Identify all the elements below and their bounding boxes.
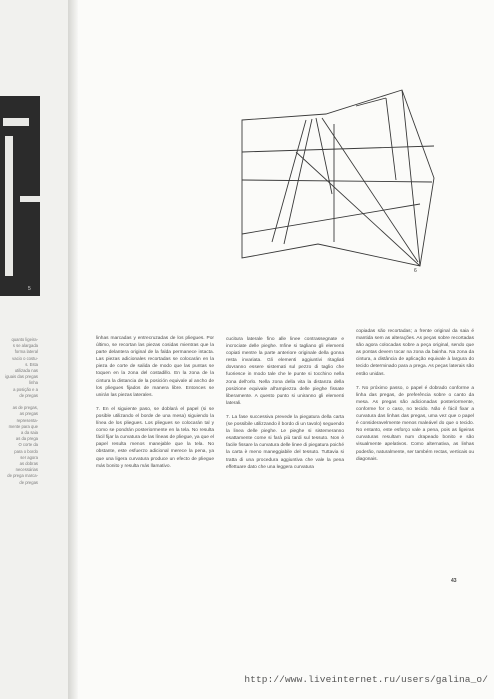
photo-number: 5 <box>28 286 31 292</box>
paragraph: 7. No próximo passo, o papel é dobrado conforme a linha das pregas, de preferência sobre o canto da mesa. As pregas são adicionadas posteriormente, conforme for o caso, no tecido. Não é fácil fixar a curvatura das linhas das pregas, uma vez que o papel é consideravelmente menos maleável do que o tecido. No entanto, este esforço vale a pena, pois as ligeiras curvaturas resultam num drapeado bonito e são visualmente apelativos. Como alternativa, as linhas poderão, naturalmente, ser também rectas, verticais ou diagonais. <box>356 385 474 462</box>
left-text-line: necessárias <box>15 467 38 473</box>
paragraph: 7. La fase successiva prevede la piegatura della carta (se possibile utilizzando il bordo di un tavolo) seguendo la linea delle pieghe. Le pieghe si sistemeranno esattamente come si farà più tardi sul tessuto. Non è facile fissare la curvatura delle linee di piegatura poiché la carta è meno maneggiabile del tessuto. Tuttavia si tratta di una procedura aggiuntiva che vale la pena effettuare dato che una leggera curvatura <box>226 414 344 470</box>
left-text-line: as dobras <box>19 461 38 467</box>
left-text-line: s. Esta <box>25 361 38 367</box>
left-text-line: a da saia <box>21 430 38 436</box>
left-text-line: quanto ligeira- <box>11 337 38 342</box>
left-page <box>0 0 69 699</box>
diagram-label: 6 <box>414 268 417 274</box>
left-page-text <box>0 337 38 507</box>
paragraph: 7. En el siguiente paso, se doblará el papel (si se posible utilizando el borde de una mesa) siguiendo la línea de los pliegues. Los pliegues se colocarán tal y como se pondrán posteriormente en la tela. No resulta fácil fijar la curvatura de las líneas de pliegue, ya que el papel resulta menos manejable que la tela. No obstante, este esfuerzo adicional merece la pena, ya que una ligera curvatura produce un efecto de pliegue más bonito y resulta más llamativo. <box>96 406 214 469</box>
left-text-line: as da prega <box>15 436 38 442</box>
paragraph: linhas marcadas y entrecruzadas de los pliegues. Por último, se recortan las piezas cosidas mientras que la parte delantera original de la falda permanece intacta. Las piezas adicionales recortadas se colocarán en la pieza de corte de salida de modo que las puntas se toquen en la zona del costadillo. En la zona de la cintura la distancia de la posición equivale al ancho de los pliegues fijados de manera libre. Entonces se unirán las piezas laterales. <box>96 336 214 398</box>
pleat-line <box>296 152 420 266</box>
portuguese-column <box>356 328 474 470</box>
pleat-line <box>322 118 418 262</box>
left-text-line: de pregas <box>19 392 38 398</box>
left-text-line: vacio o costu- <box>12 355 38 361</box>
watermark-url[interactable]: http://www.liveinternet.ru/users/galina_o/ <box>244 674 488 685</box>
left-text-line: utilizada nas <box>14 368 38 374</box>
left-text-line: para o bordo <box>14 448 38 454</box>
book-spine <box>68 0 78 699</box>
italian-column <box>226 336 344 478</box>
grid-line <box>242 204 420 234</box>
left-text-line: de prega marca- <box>7 473 38 479</box>
pleat-line <box>284 119 312 244</box>
grid-line <box>242 146 434 152</box>
paragraph: cucitura laterale fino alle linee contrassegnate e incrociate delle pieghe. Infine si tagliano gli elementi copiati mentre la parte anteriore originale della gonna resta invariata. Gli elementi aggiuntivi ritagliati dovranno essere sistemati sul pezzo di taglio che fuoriesce in modo tale che le punte si tocchino nella zona dell'orlo. Nella zona della vita la distanza della posizione equivale all'ampiezza delle pieghe fissate liberamente. A questo punto si uniranno gli elementi laterali. <box>226 337 344 406</box>
pleat-line <box>356 98 386 106</box>
left-text-line: representa- <box>16 417 38 423</box>
left-text-line: mente para que <box>8 423 38 429</box>
garment-photo <box>0 96 40 296</box>
left-text-line: a posição e a <box>13 386 38 392</box>
left-text-line: as de pregas, <box>12 405 38 411</box>
pleat-line <box>402 90 420 266</box>
grid-line <box>242 180 432 182</box>
left-text-line: as pregas <box>19 411 38 417</box>
page-number: 43 <box>451 578 457 584</box>
spanish-column <box>96 335 214 477</box>
pleat-pattern-diagram <box>236 84 448 274</box>
left-text-line: ser agora <box>20 454 38 460</box>
left-text-line: linha <box>29 380 38 386</box>
left-text-line: s se alargada <box>12 343 38 349</box>
pattern-outline <box>242 90 434 266</box>
pleat-line <box>386 98 396 180</box>
left-text-line: forma lateral <box>14 349 38 355</box>
left-text-line: iguais das pregas <box>5 374 38 380</box>
left-text-line: de pregas <box>19 479 38 485</box>
left-text-line: O corte da <box>18 442 38 448</box>
paragraph: copiadas são recortadas; a frente original da saia é mantida sem as alterações. As peças sobre recortadas são agora colocadas sobre a peça original, sendo que as pontas devem tocar na zona da bainha. Na zona da cintura, a distância de aplicação equivale à largura do tecido determinado para a prega. As peças laterais são então unidas. <box>356 329 474 377</box>
